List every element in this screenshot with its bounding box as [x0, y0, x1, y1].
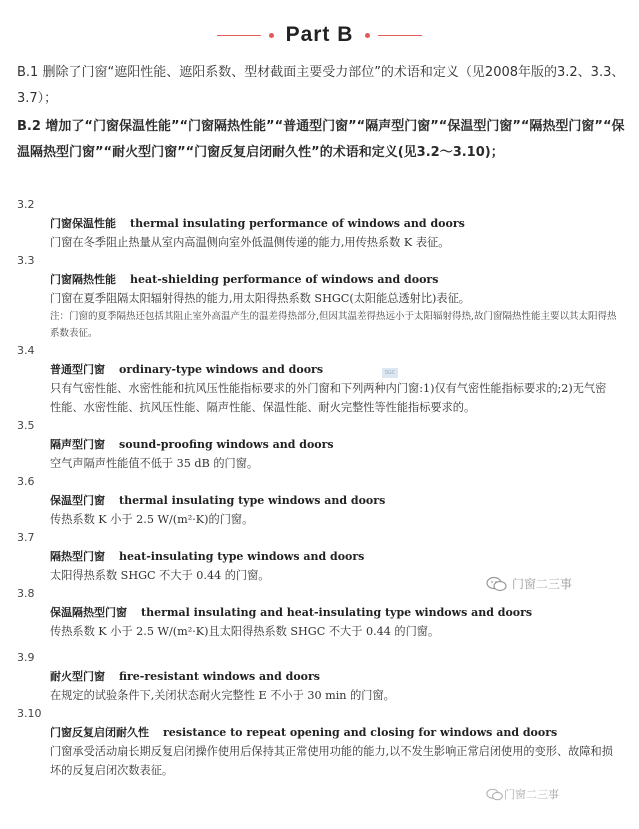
term-english: heat-shielding performance of windows and doors	[130, 273, 439, 286]
term-heading	[17, 667, 617, 686]
term-heading	[17, 491, 617, 510]
term-definition: 传热系数 K 小于 2.5 W/(m²·K)且太阳得热系数 SHGC 不大于 0.44 的门窗。	[50, 625, 440, 638]
term-heading	[17, 723, 617, 742]
term-chinese: 保温隔热型门窗	[50, 606, 127, 619]
term-note: 注：门窗的夏季隔热还包括其阻止室外高温产生的温差得热部分,但因其温差得热远小于太阳辐射得热,故门窗隔热性能主要以其太阳得热系数表征。	[50, 311, 617, 339]
term-english: ordinary-type windows and doors	[119, 363, 324, 376]
term-heading	[17, 547, 617, 566]
watermark-bottom-text: 门窗二三事	[504, 788, 559, 801]
section-number: 3.9	[17, 651, 35, 664]
term-section	[17, 649, 617, 705]
section-number: 3.2	[17, 198, 35, 211]
section-number: 3.5	[17, 419, 35, 432]
term-chinese: 门窗反复启闭耐久性	[50, 726, 149, 739]
section-number: 3.7	[17, 531, 35, 544]
term-heading	[17, 360, 617, 379]
section-number: 3.8	[17, 587, 35, 600]
term-heading	[17, 270, 617, 289]
header-right-line	[378, 35, 422, 36]
term-chinese: 门窗隔热性能	[50, 273, 116, 286]
term-chinese: 门窗保温性能	[50, 217, 116, 230]
term-english: fire-resistant windows and doors	[119, 670, 320, 683]
term-definition: 空气声隔声性能值不低于 35 dB 的门窗。	[50, 457, 259, 470]
section-number: 3.10	[17, 707, 42, 720]
term-chinese: 隔声型门窗	[50, 438, 105, 451]
section-number: 3.4	[17, 344, 35, 357]
intro-b1-text: B.1 删除了门窗“遮阳性能、遮阳系数、型材截面主要受力部位”的术语和定义（见2008年版的3.2、3.3、3.7）；	[17, 65, 625, 106]
term-english: heat-insulating type windows and doors	[119, 550, 365, 563]
intro-b2-text: B.2 增加了“门窗保温性能”“门窗隔热性能”“普通型门窗”“隔声型门窗”“保温型门窗”“隔热型门窗”“保温隔热型门窗”“耐火型门窗”“门窗反复启闭耐久性”的术语和定义(见3.2～3.10)；	[17, 119, 625, 160]
header-left-dot	[269, 33, 274, 38]
term-chinese: 隔热型门窗	[50, 550, 105, 563]
term-definition: 门窗在夏季阻隔太阳辐射得热的能力,用太阳得热系数 SHGC(太阳能总透射比)表征。	[50, 292, 470, 305]
term-section	[17, 342, 617, 417]
sgc-logo-icon: SGC	[382, 368, 398, 378]
term-section	[17, 473, 617, 529]
term-heading	[17, 603, 617, 622]
term-section	[17, 585, 617, 641]
term-english: thermal insulating performance of windows and doors	[130, 217, 465, 230]
page-title: Part B	[285, 23, 354, 46]
intro-b1	[17, 60, 627, 112]
section-header	[0, 22, 639, 48]
term-section	[17, 252, 617, 342]
term-definition: 太阳得热系数 SHGC 不大于 0.44 的门窗。	[50, 569, 270, 582]
term-definition: 在规定的试验条件下,关闭状态耐火完整性 E 不小于 30 min 的门窗。	[50, 689, 395, 702]
term-chinese: 耐火型门窗	[50, 670, 105, 683]
term-heading	[17, 435, 617, 454]
watermark	[486, 575, 572, 592]
term-definition: 门窗在冬季阻止热量从室内高温侧向室外低温侧传递的能力,用传热系数 K 表征。	[50, 236, 450, 249]
intro-b2	[17, 114, 627, 166]
wechat-icon	[486, 576, 508, 592]
section-number: 3.3	[17, 254, 35, 267]
term-definitions	[17, 196, 617, 780]
term-definition: 门窗承受活动扇长期反复启闭操作使用后保持其正常使用功能的能力,以不发生影响正常启闭使用的变形、故障和损坏的反复启闭次数表征。	[50, 745, 613, 777]
term-english: thermal insulating and heat-insulating type windows and doors	[141, 606, 533, 619]
term-english: resistance to repeat opening and closing for windows and doors	[163, 726, 558, 739]
wechat-icon-bottom	[486, 788, 504, 801]
term-definition: 传热系数 K 小于 2.5 W/(m²·K)的门窗。	[50, 513, 254, 526]
term-section	[17, 196, 617, 252]
term-english: sound-proofing windows and doors	[119, 438, 334, 451]
term-section	[17, 417, 617, 473]
term-english: thermal insulating type windows and doors	[119, 494, 386, 507]
term-heading	[17, 214, 617, 233]
term-section	[17, 705, 617, 780]
header-left-line	[217, 35, 261, 36]
header-right-dot	[365, 33, 370, 38]
term-chinese: 保温型门窗	[50, 494, 105, 507]
section-number: 3.6	[17, 475, 35, 488]
term-definition: 只有气密性能、水密性能和抗风压性能指标要求的外门窗和下列两种内门窗:1)仅有气密性能指标要求的;2)无气密性能、水密性能、抗风压性能、隔声性能、保温性能、耐火完整性等性能指标要求的。	[50, 382, 607, 414]
watermark-bottom	[486, 786, 559, 802]
term-chinese: 普通型门窗	[50, 363, 105, 376]
watermark-text: 门窗二三事	[512, 577, 573, 591]
